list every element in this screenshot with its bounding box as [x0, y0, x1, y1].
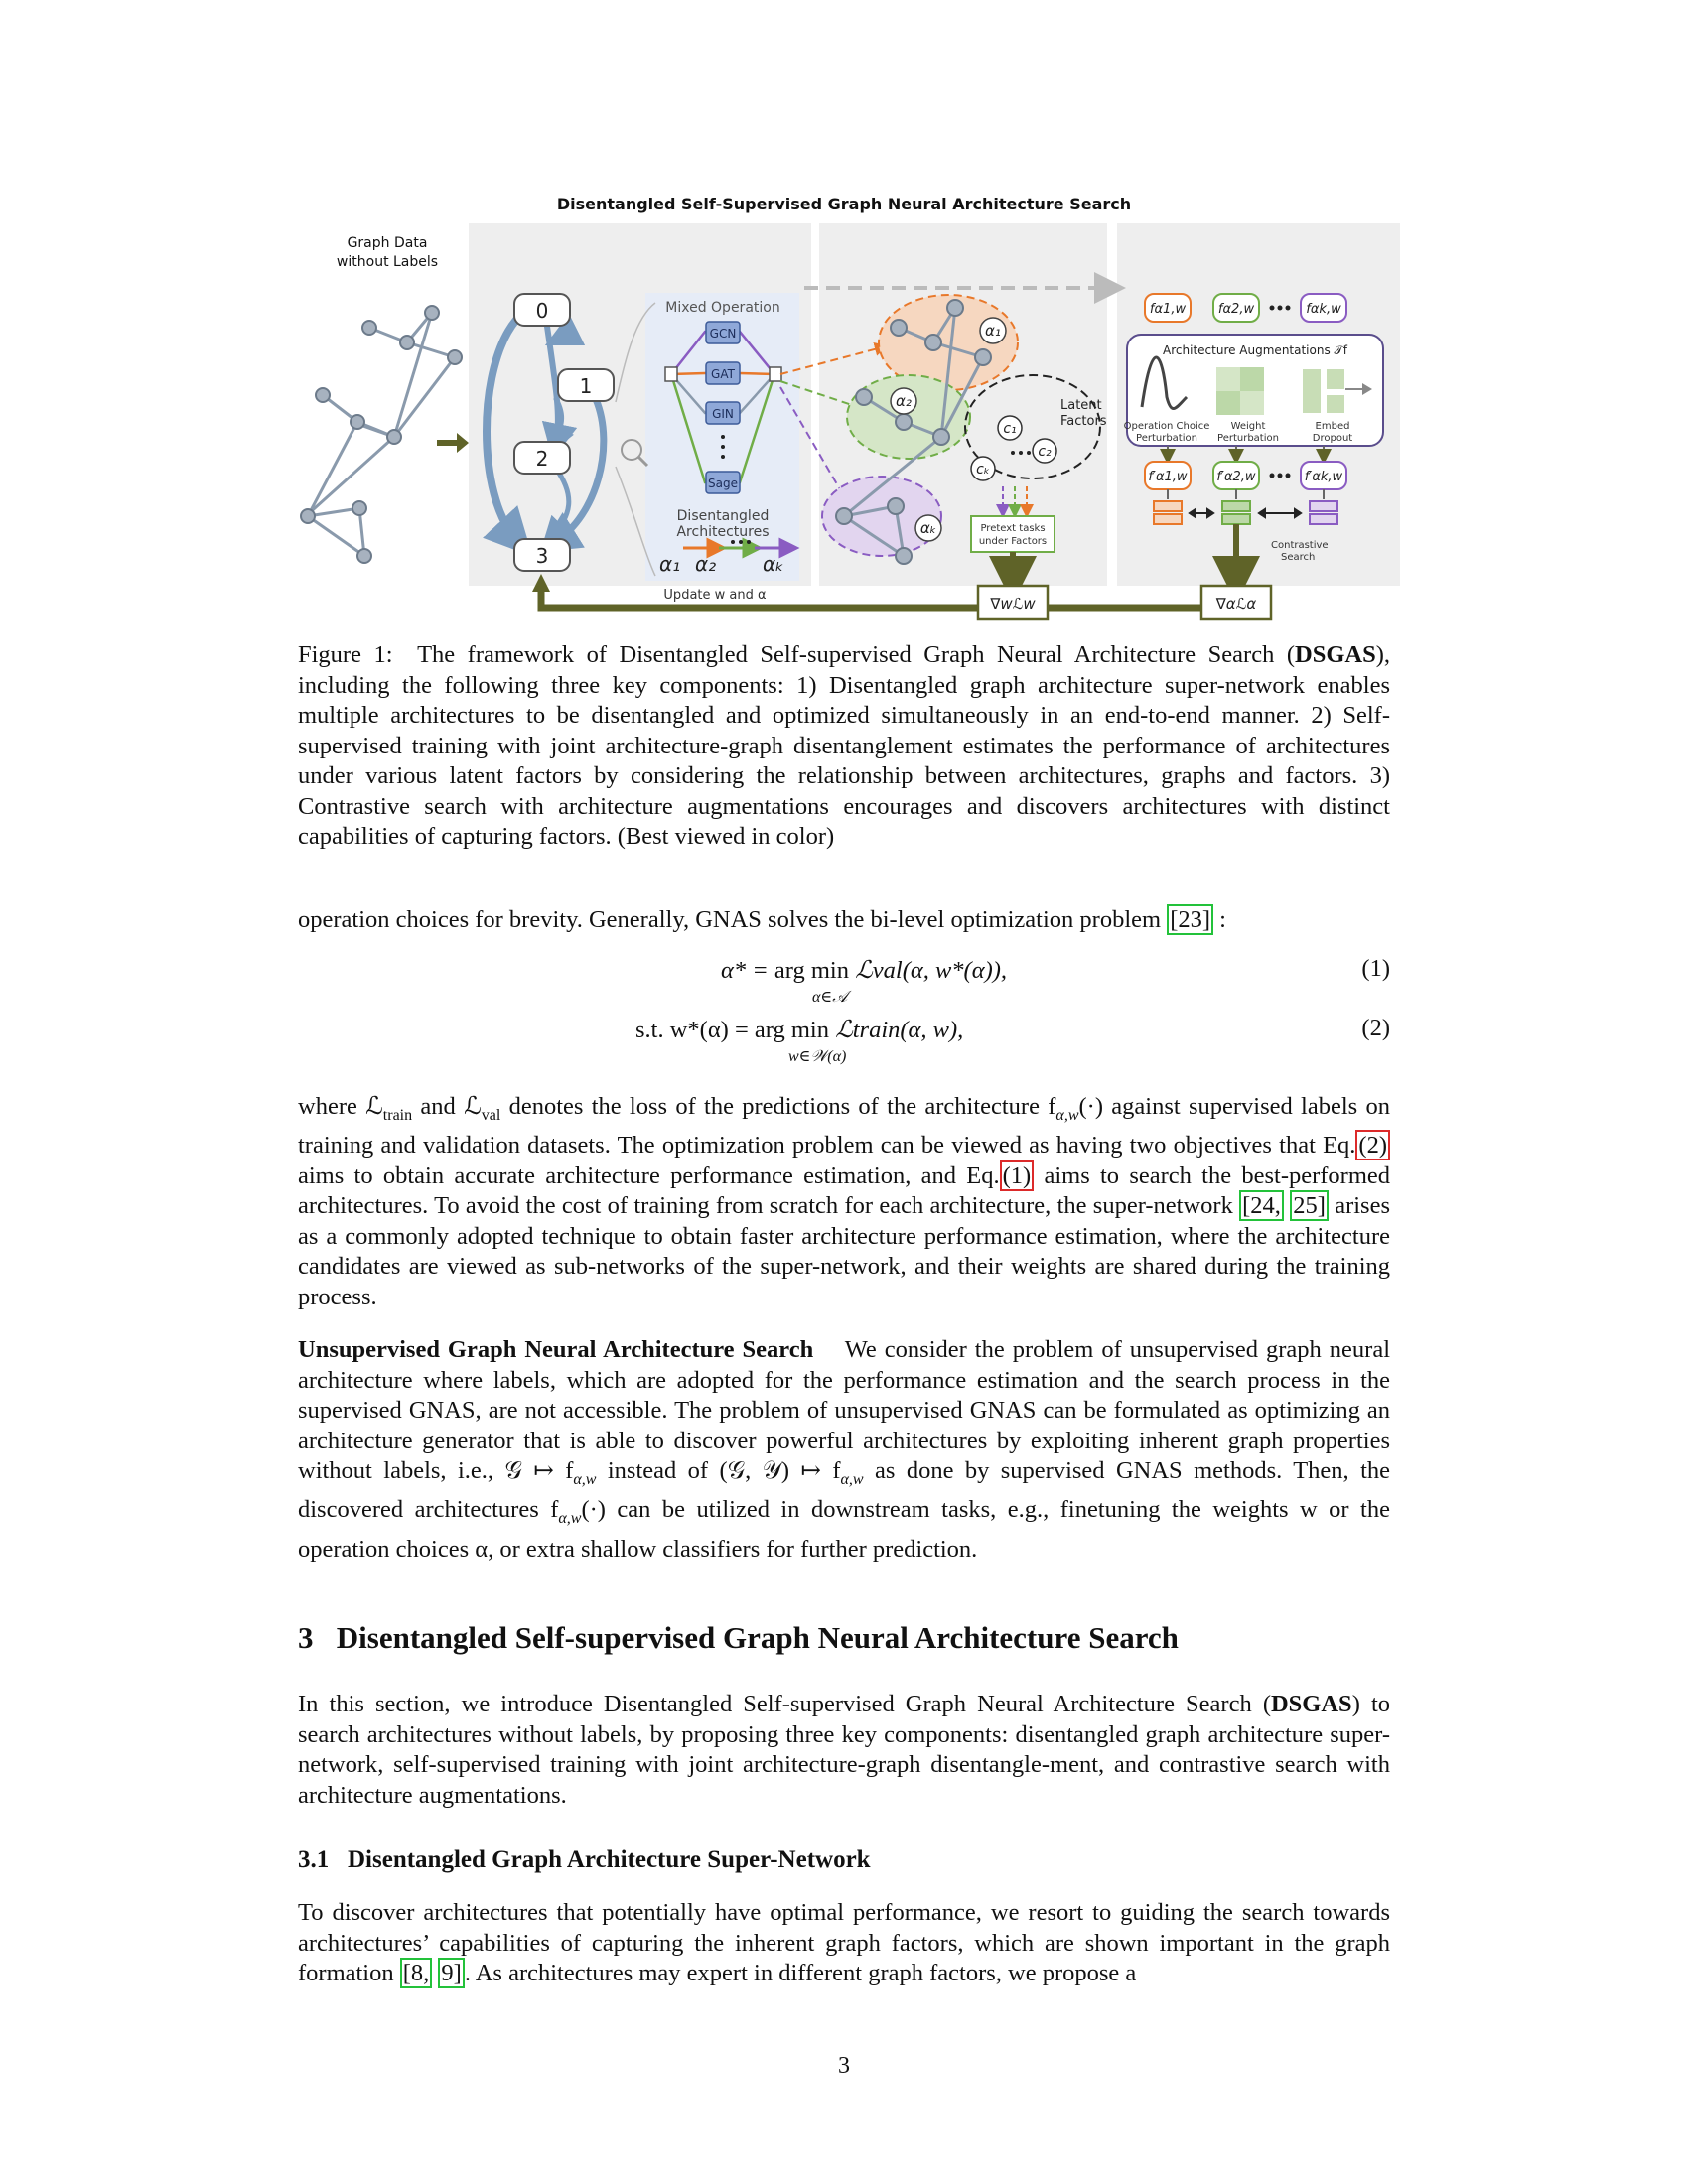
factor-c2: c₂ — [1038, 444, 1052, 460]
figure-title: Disentangled Self-Supervised Graph Neural Architecture Search — [556, 195, 1132, 213]
supernet-node-3-label: 3 — [535, 544, 549, 568]
svg-text:Embed: Embed — [1315, 421, 1350, 432]
svg-text:GCN: GCN — [709, 327, 737, 341]
input-graph — [306, 313, 455, 556]
panel-head-graph-data: Graph Data without Labels — [336, 235, 439, 270]
paragraph-unsupervised: Unsupervised Graph Neural Architecture Search We consider the problem of unsupervised graph neural architecture where labels, which are adopted for the performance estimation and the search process in the supervised GNAS, are not accessible. The problem of unsupervised GNAS can be formulated as optimizing an architecture generator that is able to discover powerful architectures by exploiting inherent graph properties without labels, i.e., 𝒢 ↦ $f_{\alpha,w}$ instead of (𝒢, 𝒴) ↦ $f_{\alpha,w}$ as done by supervised GNAS methods. Then, the discovered architectures $f_{\alpha,w}(\cdot)$ can be utilized in downstream tasks, e.g., finetuning the weights w or the operation choices α, or extra shallow classifiers for further prediction. — [298, 1336, 1391, 1563]
f-alphak-label: fαk,w — [1306, 302, 1341, 317]
alpha-1-label: α₁ — [659, 552, 681, 576]
svg-text:Weight: Weight — [1230, 421, 1266, 432]
f-alpha1-label: fα1,w — [1149, 302, 1187, 317]
svg-text:GAT: GAT — [711, 367, 735, 381]
equation-1: α* = arg min ℒval(α, w*(α)), α∈𝒜 (1) — [721, 955, 1390, 1006]
contrastive-search-label: Contrastive — [1271, 540, 1329, 551]
svg-text:under Factors: under Factors — [978, 536, 1048, 547]
citation-8[interactable]: [8, — [400, 1958, 433, 1988]
figure-caption: Figure 1: The framework of Disentangled Self-supervised Graph Neural Architecture Search (DSGAS), including the following three key components: 1) Disentangled graph architecture super-network enables multiple architectures to be disentangled and optimized simultaneously in an end-to-end manner. 2) Self-supervised training with joint architecture-graph disentanglement estimates the performance of architectures under various latent factors by considering the relationship between architectures, graphs and factors. 3) Contrastive search with architecture augmentations encourages and discovers architectures with distinct capabilities of capturing factors. (Best viewed in color) — [298, 641, 1390, 850]
grad-w-label: ∇wℒw — [990, 595, 1036, 613]
svg-text:Dropout: Dropout — [1312, 433, 1353, 444]
paragraph-intro: operation choices for brevity. Generally, GNAS solves the bi-level optimization problem [23] : — [298, 906, 1226, 933]
svg-text:GIN: GIN — [712, 407, 734, 421]
subgraph-alpha-1: α₁ — [985, 322, 1001, 340]
section-3-heading: 3 Disentangled Self-supervised Graph Neural Architecture Search — [298, 1620, 1179, 1655]
augmentations-title: Architecture Augmentations 𝒯f — [1163, 343, 1347, 357]
svg-text:Perturbation: Perturbation — [1136, 433, 1197, 444]
svg-text:Operation Choice: Operation Choice — [1123, 421, 1210, 432]
citation-23[interactable]: [23] — [1167, 904, 1213, 935]
svg-text:Factors: Factors — [1060, 414, 1107, 429]
svg-text:Architectures: Architectures — [676, 524, 770, 540]
citation-25[interactable]: 25] — [1290, 1190, 1329, 1221]
update-label: Update w and α — [663, 588, 767, 603]
supernet-node-0-label: 0 — [535, 299, 549, 323]
citation-24[interactable]: [24, — [1239, 1190, 1284, 1221]
equation-ref-1[interactable]: (1) — [1000, 1160, 1035, 1191]
f-prime-alpha2-label: f′α2,w — [1216, 470, 1256, 484]
subgraph-alpha-2: α₂ — [896, 392, 912, 410]
f-alpha2-label: fα2,w — [1217, 302, 1255, 317]
factor-c1: c₁ — [1003, 421, 1017, 437]
paragraph-section3: In this section, we introduce Disentangled Self-supervised Graph Neural Architecture Search (DSGAS) to search architectures without labels, by proposing three key components: disentangled graph architecture super-network, self-supervised training with joint architecture-graph disentangle-ment, and contrastive search with architecture augmentations. — [298, 1691, 1391, 1809]
paragraph-where: where ℒ$_{train}$ and ℒ$_{val}$ denotes the loss of the predictions of the architecture $f_{\alpha,w}(\cdot)$ against supervised labels on training and validation datasets. The optimization problem can be viewed as having two objectives that Eq. (2) aims to obtain accurate architecture performance estimation, and Eq. (1) aims to search the best-performed architectures. To avoid the cost of training from scratch for each architecture, the super-network [24, 25] arises as a commonly adopted technique to obtain faster architecture performance estimation, where the architecture candidates are viewed as sub-networks of the super-network, and their weights are shared during the training process. — [298, 1093, 1391, 1310]
pretext-label: Pretext tasks — [980, 523, 1046, 534]
equation-2: s.t. w*(α) = arg min ℒtrain(α, w), w∈𝒲(α) (2) — [635, 1015, 1390, 1065]
equation-ref-2[interactable]: (2) — [1355, 1130, 1390, 1160]
f-prime-alpha1-label: f′α1,w — [1148, 470, 1188, 484]
supernet-node-1-label: 1 — [579, 374, 593, 398]
f-prime-alphak-label: f′αk,w — [1304, 470, 1343, 484]
svg-text:Perturbation: Perturbation — [1217, 433, 1279, 444]
framework-figure — [288, 218, 1410, 635]
input-graph-nodes — [301, 306, 462, 563]
subgraph-alpha-k: αₖ — [919, 519, 937, 537]
factor-ck: cₖ — [976, 462, 990, 478]
mixed-operation-label: Mixed Operation — [665, 300, 780, 316]
supernet-node-2-label: 2 — [535, 447, 549, 471]
svg-text:Sage: Sage — [708, 477, 738, 490]
citation-9[interactable]: 9] — [438, 1958, 464, 1988]
caption-label: Figure 1: — [298, 641, 393, 668]
disentangled-label: Disentangled — [676, 508, 770, 524]
alpha-k-label: αₖ — [763, 552, 784, 576]
unsupervised-heading: Unsupervised Graph Neural Architecture Search — [298, 1336, 814, 1363]
page-number: 3 — [838, 2053, 850, 2079]
svg-text:Search: Search — [1281, 552, 1316, 563]
alpha-2-label: α₂ — [695, 552, 717, 576]
weight-perturbation-icon — [1216, 367, 1264, 415]
grad-alpha-label: ∇αℒα — [1215, 595, 1257, 613]
section-3-1-heading: 3.1 Disentangled Graph Architecture Super-Network — [298, 1846, 871, 1873]
latent-label: Latent — [1060, 398, 1102, 413]
paragraph-section3-1: To discover architectures that potentially have optimal performance, we resort to guiding the search towards architectures’ capabilities of capturing the inherent graph factors, which are shown important in the graph formation [8, 9] . As architectures may expert in different graph factors, we propose a — [298, 1899, 1390, 1986]
